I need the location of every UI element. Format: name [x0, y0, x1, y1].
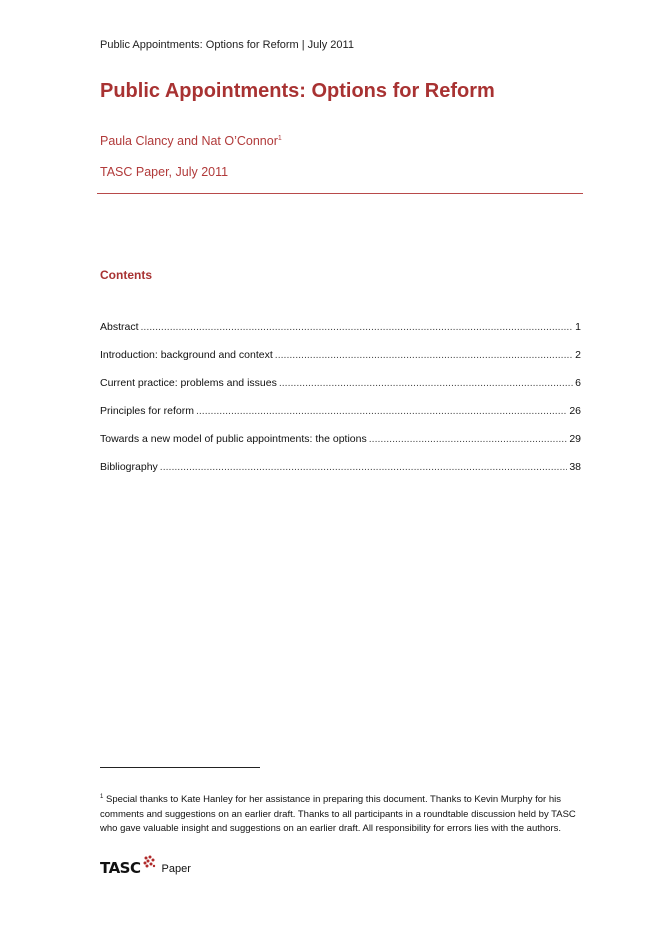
toc-leader-dots — [141, 321, 574, 333]
toc-entry-new-model[interactable] — [100, 433, 581, 461]
toc-entry-title: Principles for reform — [100, 405, 194, 417]
footnote-marker: 1 — [100, 793, 104, 800]
toc-entry-title: Bibliography — [100, 461, 158, 473]
toc-leader-dots — [279, 377, 573, 389]
footer-branding — [100, 851, 191, 877]
toc-entry-page: 2 — [575, 349, 581, 361]
title-divider — [97, 193, 583, 194]
toc-entry-introduction[interactable] — [100, 349, 581, 377]
footnote-separator — [100, 767, 260, 768]
toc-entry-page: 6 — [575, 377, 581, 389]
toc-entry-abstract[interactable] — [100, 321, 581, 349]
toc-entry-title: Introduction: background and context — [100, 349, 273, 361]
running-header: Public Appointments: Options for Reform | July 2011 — [100, 39, 354, 51]
toc-leader-dots — [369, 433, 568, 445]
toc-leader-dots — [160, 461, 568, 473]
toc-entry-bibliography[interactable] — [100, 461, 581, 489]
paper-info: TASC Paper, July 2011 — [100, 165, 229, 179]
toc-entry-current-practice[interactable] — [100, 377, 581, 405]
table-of-contents — [100, 321, 581, 489]
toc-leader-dots — [275, 349, 573, 361]
authors-line — [100, 134, 282, 148]
toc-leader-dots — [196, 405, 567, 417]
document-title: Public Appointments: Options for Reform — [100, 80, 495, 102]
authors-text: Paula Clancy and Nat O’Connor — [100, 134, 278, 148]
footnote — [100, 793, 582, 837]
toc-entry-page: 1 — [575, 321, 581, 333]
toc-entry-page: 29 — [569, 433, 581, 445]
tasc-logo-mark-icon — [142, 855, 156, 869]
tasc-logo: TASC — [100, 859, 141, 877]
toc-entry-title: Towards a new model of public appointments: the options — [100, 433, 367, 445]
toc-entry-principles[interactable] — [100, 405, 581, 433]
footer-paper-label: Paper — [161, 863, 191, 875]
toc-entry-title: Current practice: problems and issues — [100, 377, 277, 389]
toc-entry-page: 38 — [569, 461, 581, 473]
toc-entry-page: 26 — [569, 405, 581, 417]
footnote-text: Special thanks to Kate Hanley for her assistance in preparing this document. Thanks to Kevin Murphy for his comments and suggestions on an earlier draft. Thanks to all participants in a roundtable discussion held by TASC who gave valuable insight and suggestions on an earlier draft. All responsibility for errors lies with the authors. — [100, 794, 576, 834]
contents-heading: Contents — [100, 268, 152, 282]
author-footnote-marker[interactable]: 1 — [277, 134, 282, 142]
toc-entry-title: Abstract — [100, 321, 139, 333]
